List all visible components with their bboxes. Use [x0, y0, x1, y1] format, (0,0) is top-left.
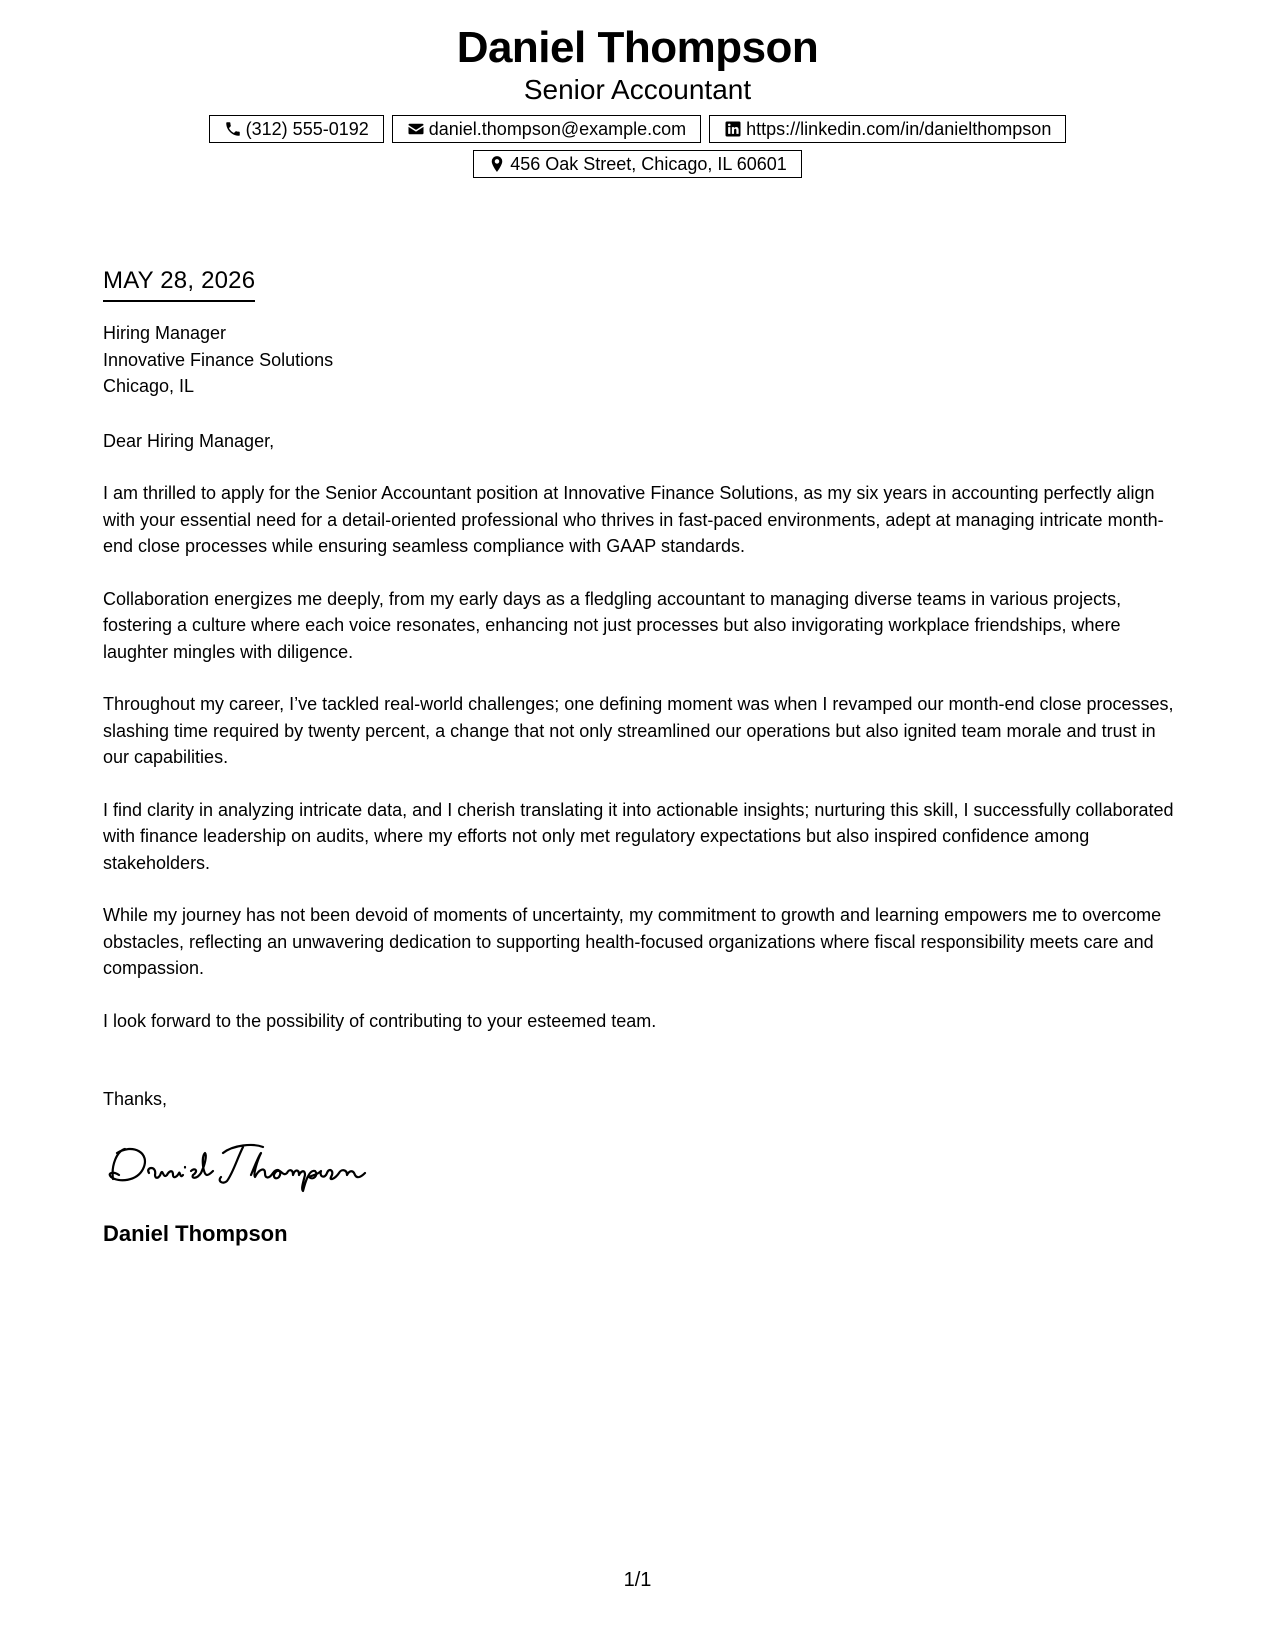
body-paragraph: I find clarity in analyzing intricate data, and I cherish translating it into actionable insights; nurturing this skill, I successfully collaborated with finance leadership on audits, where my efforts not only met regulatory expectations but also inspired confidence among stakeholders. — [103, 799, 1174, 873]
body-paragraph: I look forward to the possibility of contributing to your esteemed team. — [103, 1010, 657, 1031]
sender-title: Senior Accountant — [523, 74, 752, 105]
body-paragraph: While my journey has not been devoid of moments of uncertainty, my commitment to growth and learning empowers me to overcome obstacles, reflecting an unwavering dedication to supporting health-focused organizations where fiscal responsibility meets care and compassion. — [103, 905, 1162, 978]
linkedin-text: https://linkedin.com/in/danielthompson — [746, 119, 1052, 139]
contact-row-secondary — [0, 150, 1275, 178]
sender-name: Daniel Thompson — [456, 23, 819, 72]
body-paragraph: Collaboration energizes me deeply, from my early days as a fledgling accountant to managing diverse teams in various projects, fostering a culture where each voice resonates, enhancing not just processes but also invigorating workplace friendships, where laughter mingles with diligence. — [103, 588, 1122, 662]
email-text: daniel.thompson@example.com — [428, 119, 687, 139]
letter-header — [0, 22, 1275, 178]
phone-text: (312) 555-0192 — [245, 119, 369, 139]
signature-image — [103, 1135, 373, 1195]
recipient-line: Innovative Finance Solutions — [103, 349, 334, 370]
phone-chip[interactable] — [209, 115, 384, 143]
contact-row-primary — [0, 115, 1275, 143]
map-pin-icon — [488, 155, 506, 173]
page-number: 1/1 — [623, 1569, 652, 1591]
address-text: 456 Oak Street, Chicago, IL 60601 — [510, 154, 787, 174]
linkedin-icon — [724, 120, 742, 138]
envelope-icon — [407, 120, 425, 138]
signed-name: Daniel Thompson — [103, 1221, 288, 1246]
salutation: Dear Hiring Manager, — [103, 430, 275, 451]
phone-icon — [224, 120, 242, 138]
letter-body — [103, 266, 1178, 1248]
body-paragraph: Throughout my career, I’ve tackled real-world challenges; one defining moment was when I revamped our month-end close processes, slashing time required by twenty percent, a change that not only streamlined our operations but also ignited team morale and trust in our capabilities. — [103, 694, 1174, 767]
recipient-line: Chicago, IL — [103, 376, 195, 396]
email-chip[interactable] — [392, 115, 701, 143]
recipient-line: Hiring Manager — [103, 323, 227, 343]
linkedin-chip[interactable] — [709, 115, 1066, 143]
address-chip[interactable] — [473, 150, 802, 178]
letter-date: MAY 28, 2026 — [103, 266, 255, 302]
closing: Thanks, — [103, 1089, 168, 1109]
body-paragraph: I am thrilled to apply for the Senior Accountant position at Innovative Finance Solutions, as my six years in accounting perfectly align with your essential need for a detail-oriented professional who thrives in fast-paced environments, adept at managing intricate month-end close processes while ensuring seamless compliance with GAAP standards. — [103, 483, 1164, 556]
recipient-block — [103, 320, 1178, 400]
